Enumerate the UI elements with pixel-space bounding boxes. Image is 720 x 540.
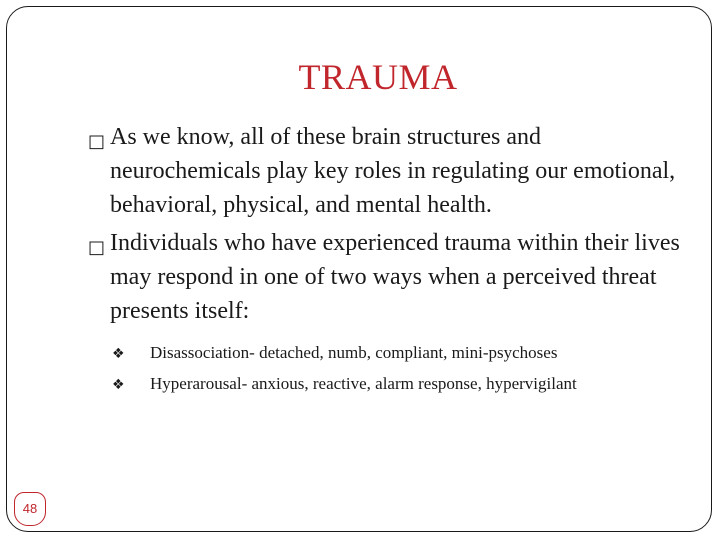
bullet-text: Individuals who have experienced trauma within their lives may respond in one of two ways when a perceived threat presents itself:	[110, 230, 680, 324]
slide-title: TRAUMA	[298, 57, 458, 97]
bullet-text: As we know, all of these brain structures and neurochemicals play key roles in regulating our emotional, behavioral, physical, and mental health.	[110, 124, 676, 218]
sub-bullet-text: Hyperarousal- anxious, reactive, alarm response, hypervigilant	[150, 374, 577, 393]
page-number-badge: 48	[14, 492, 46, 526]
sub-bullet-text: Disassociation- detached, numb, compliant, mini-psychoses	[150, 343, 558, 362]
diamond-bullet-icon: ❖	[112, 346, 125, 362]
bullet-item	[88, 226, 690, 328]
sub-bullet-item	[112, 342, 692, 365]
diamond-bullet-icon: ❖	[112, 377, 125, 393]
bullet-box-icon: □	[88, 237, 106, 258]
bullet-item	[88, 120, 690, 222]
bullet-box-icon: □	[88, 131, 106, 152]
sub-bullet-item	[112, 373, 692, 396]
